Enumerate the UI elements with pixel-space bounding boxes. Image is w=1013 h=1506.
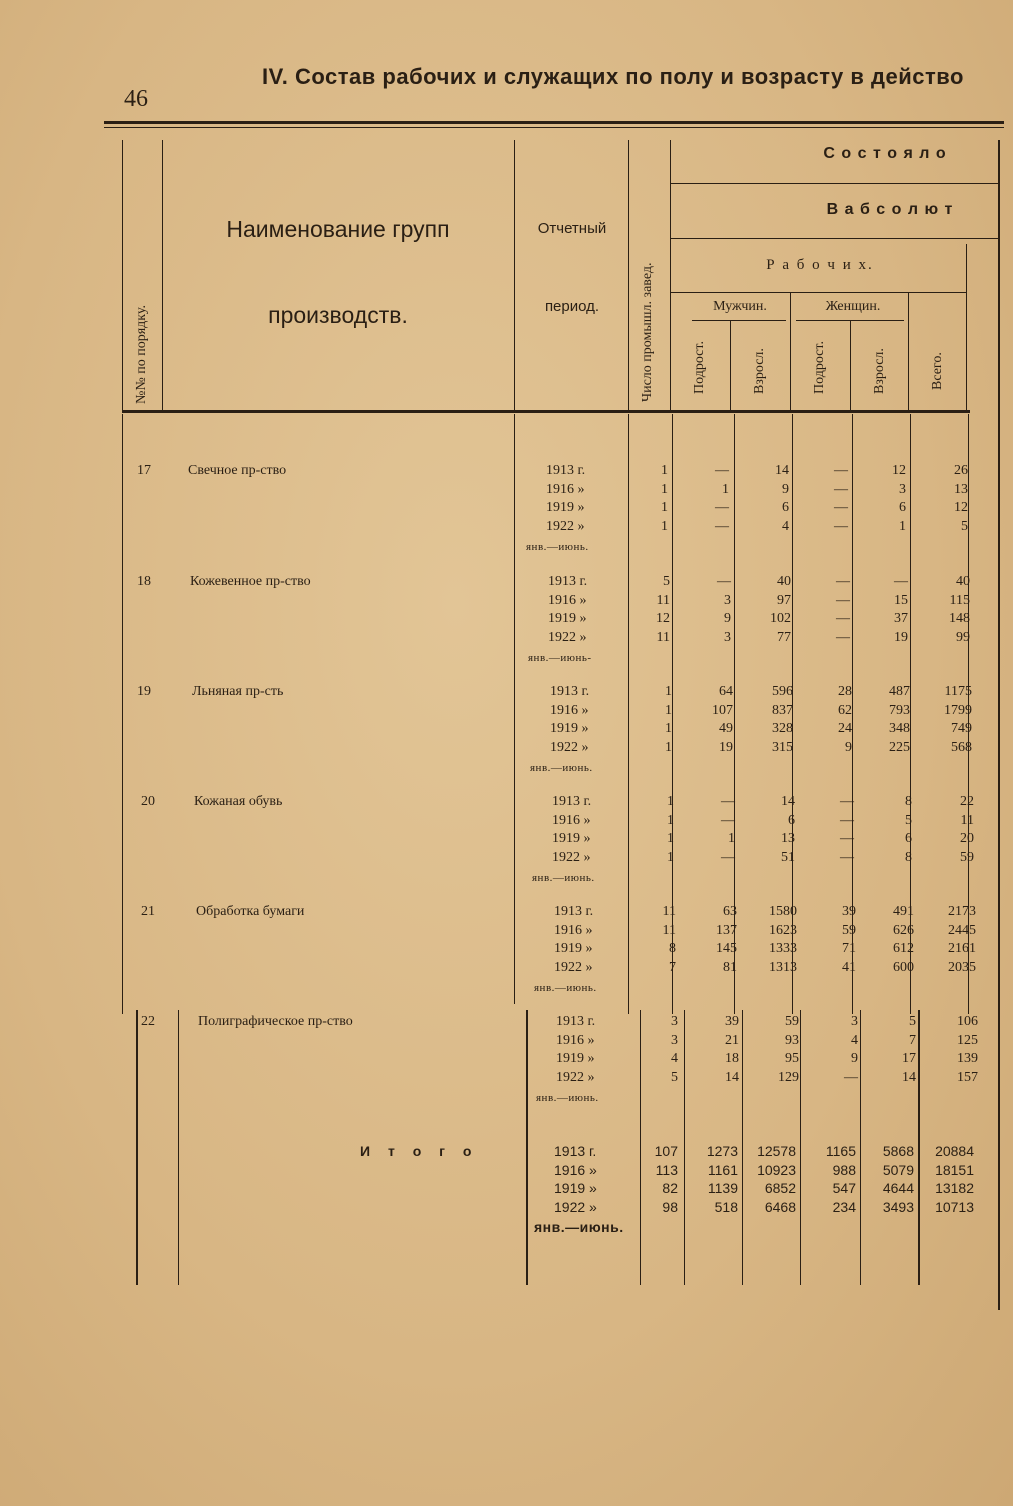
cell-total: 20884 xyxy=(935,1143,974,1159)
cell-m-teen: 14 xyxy=(725,1069,739,1085)
cell-m-adult: 4 xyxy=(782,518,789,534)
cell-m-adult: 97 xyxy=(777,592,791,608)
right-border xyxy=(998,140,1000,1310)
cell-w-adult: 5868 xyxy=(882,1143,914,1159)
cell-m-teen: 9 xyxy=(724,611,731,626)
cell-total: 157 xyxy=(957,1069,978,1085)
group-name: Льняная пр-сть xyxy=(192,684,284,699)
header-men-adult: Взросл. xyxy=(752,348,767,394)
cell-w-adult: 1 xyxy=(899,518,906,534)
header-count: Число промышл. завед. xyxy=(640,262,655,402)
cell-w-teen: 9 xyxy=(845,739,852,755)
cell-total: 40 xyxy=(956,574,970,589)
page-number: 46 xyxy=(124,86,148,112)
cell-m-teen: 107 xyxy=(712,702,733,718)
group-name: Обработка бумаги xyxy=(196,904,305,919)
cell-count: 1 xyxy=(665,702,672,718)
group-name: Кожевенное пр-ство xyxy=(190,574,311,589)
period: 1916 » xyxy=(546,481,585,497)
period-note: янв.—июнь- xyxy=(528,652,592,664)
header-workers: Р а б о ч и х. xyxy=(766,257,874,273)
cell-m-adult: 14 xyxy=(781,794,795,809)
cell-m-adult: 328 xyxy=(772,721,793,736)
cell-w-adult: 7 xyxy=(909,1032,916,1048)
cell-w-adult: 3 xyxy=(899,481,906,497)
group-name: Полиграфическое пр-ство xyxy=(198,1014,353,1029)
period: 1919 » xyxy=(550,721,589,736)
cell-m-teen: — xyxy=(715,463,729,478)
cell-w-teen: — xyxy=(840,849,854,865)
cell-total: 139 xyxy=(957,1051,978,1066)
cell-w-adult: 793 xyxy=(889,702,910,718)
period-note: янв.—июнь. xyxy=(536,1092,599,1104)
cell-count: 11 xyxy=(656,592,670,608)
cell-m-adult: 102 xyxy=(770,611,791,626)
cell-w-teen: 39 xyxy=(842,904,856,919)
cell-m-adult: 837 xyxy=(772,702,793,718)
cell-w-teen: — xyxy=(834,463,848,478)
cell-total: 115 xyxy=(949,592,970,608)
cell-total: 2445 xyxy=(948,922,976,938)
cell-w-teen: 24 xyxy=(838,721,852,736)
header-men: Мужчин. xyxy=(713,299,767,314)
cell-w-adult: 6 xyxy=(905,831,912,846)
col-divider xyxy=(730,320,731,410)
cell-count: 1 xyxy=(667,812,674,828)
cell-m-adult: 95 xyxy=(785,1051,799,1066)
col-divider xyxy=(628,140,629,410)
cell-total: 1175 xyxy=(944,684,972,699)
cell-m-teen: — xyxy=(717,574,731,589)
cell-m-teen: 3 xyxy=(724,629,731,645)
period: 1913 г. xyxy=(554,1143,597,1159)
cell-w-adult: 612 xyxy=(893,941,914,956)
cell-count: 1 xyxy=(665,721,672,736)
cell-count: 1 xyxy=(661,500,668,515)
header-rule xyxy=(122,410,970,413)
col-divider xyxy=(526,1010,528,1285)
cell-w-adult: 12 xyxy=(892,463,906,478)
group-number: 20 xyxy=(141,794,155,809)
header-period-line2: период. xyxy=(544,298,600,315)
cell-count: 1 xyxy=(665,684,672,699)
cell-m-teen: 1 xyxy=(722,481,729,497)
cell-m-teen: 39 xyxy=(725,1014,739,1029)
cell-w-teen: 234 xyxy=(832,1198,856,1215)
cell-m-adult: 1580 xyxy=(769,904,797,919)
period: 1922 » xyxy=(554,1198,597,1215)
cell-total: 2035 xyxy=(948,959,976,975)
header-divider xyxy=(670,183,1000,184)
header-name-line2: производств. xyxy=(268,302,408,328)
cell-w-adult: 15 xyxy=(894,592,908,608)
cell-w-adult: 3493 xyxy=(882,1198,914,1215)
cell-m-adult: 315 xyxy=(772,739,793,755)
cell-count: 7 xyxy=(669,959,676,975)
header-no: №№ по порядку. xyxy=(134,305,149,404)
cell-w-adult: 348 xyxy=(889,721,910,736)
cell-m-adult: 596 xyxy=(772,684,793,699)
cell-w-adult: 225 xyxy=(889,739,910,755)
cell-count: 1 xyxy=(661,463,668,478)
cell-total: 59 xyxy=(960,849,974,865)
header-divider xyxy=(692,320,786,321)
header-state: С о с т о я л о xyxy=(823,145,947,162)
period: 1913 г. xyxy=(556,1014,596,1029)
col-divider xyxy=(136,1010,138,1285)
top-rule xyxy=(104,121,1004,124)
period: 1916 » xyxy=(550,702,589,718)
cell-m-adult: 93 xyxy=(785,1032,799,1048)
cell-total: 13182 xyxy=(935,1180,974,1196)
col-divider xyxy=(162,140,163,410)
cell-w-adult: 8 xyxy=(905,794,912,809)
cell-w-teen: 41 xyxy=(842,959,856,975)
cell-m-adult: 14 xyxy=(775,463,789,478)
cell-m-teen: 21 xyxy=(725,1032,739,1048)
cell-count: 98 xyxy=(662,1198,678,1215)
col-divider xyxy=(628,414,629,1014)
cell-w-teen: — xyxy=(836,574,850,589)
period: 1922 » xyxy=(546,518,585,534)
cell-m-teen: 518 xyxy=(714,1198,738,1215)
period: 1922 » xyxy=(552,849,591,865)
cell-m-teen: 1139 xyxy=(707,1180,738,1196)
period: 1919 » xyxy=(548,611,587,626)
cell-count: 1 xyxy=(667,831,674,846)
cell-w-teen: 28 xyxy=(838,684,852,699)
cell-count: 11 xyxy=(662,904,676,919)
cell-count: 1 xyxy=(661,481,668,497)
cell-w-teen: 9 xyxy=(851,1051,858,1066)
cell-w-teen: — xyxy=(836,629,850,645)
cell-w-adult: 600 xyxy=(893,959,914,975)
period: 1919 » xyxy=(546,500,585,515)
cell-total: 11 xyxy=(960,812,974,828)
cell-count: 1 xyxy=(661,518,668,534)
header-absolute: В а б с о л ю т xyxy=(826,201,954,218)
cell-m-adult: 1623 xyxy=(769,922,797,938)
cell-m-teen: 137 xyxy=(716,922,737,938)
col-divider xyxy=(790,292,791,410)
cell-total: 22 xyxy=(960,794,974,809)
cell-count: 11 xyxy=(656,629,670,645)
cell-w-adult: 5079 xyxy=(882,1161,914,1178)
period: 1922 » xyxy=(554,959,593,975)
cell-m-adult: 59 xyxy=(785,1014,799,1029)
header-name-line1: Наименование групп xyxy=(226,216,450,242)
cell-w-teen: — xyxy=(834,518,848,534)
period: 1916 » xyxy=(548,592,587,608)
header-total: Всего. xyxy=(930,352,945,390)
cell-total: 99 xyxy=(956,629,970,645)
cell-m-adult: 77 xyxy=(777,629,791,645)
cell-w-adult: — xyxy=(894,574,908,589)
col-divider xyxy=(850,320,851,410)
cell-total: 26 xyxy=(954,463,968,478)
cell-m-teen: — xyxy=(715,518,729,534)
cell-total: 13 xyxy=(954,481,968,497)
cell-m-teen: — xyxy=(715,500,729,515)
cell-w-adult: 5 xyxy=(909,1014,916,1029)
cell-count: 3 xyxy=(671,1032,678,1048)
cell-total: 148 xyxy=(949,611,970,626)
period: 1922 » xyxy=(550,739,589,755)
period-note: янв.—июнь. xyxy=(530,762,593,774)
col-divider xyxy=(908,292,909,410)
cell-count: 82 xyxy=(662,1180,678,1196)
cell-total: 106 xyxy=(957,1014,978,1029)
period-note: янв.—июнь. xyxy=(526,541,589,553)
cell-w-teen: 1165 xyxy=(825,1143,856,1159)
header-divider xyxy=(796,320,904,321)
header-women: Женщин. xyxy=(825,299,881,314)
cell-count: 12 xyxy=(656,611,670,626)
cell-w-teen: — xyxy=(834,481,848,497)
cell-m-teen: 19 xyxy=(719,739,733,755)
cell-m-teen: 1273 xyxy=(706,1143,738,1159)
cell-w-teen: 4 xyxy=(851,1032,858,1048)
cell-m-adult: 51 xyxy=(781,849,795,865)
col-divider xyxy=(122,414,123,1014)
cell-m-adult: 1313 xyxy=(769,959,797,975)
cell-count: 3 xyxy=(671,1014,678,1029)
cell-total: 18151 xyxy=(935,1161,974,1178)
cell-w-adult: 626 xyxy=(893,922,914,938)
cell-w-teen: — xyxy=(836,592,850,608)
header-men-teen: Подрост. xyxy=(692,341,707,394)
cell-m-adult: 12578 xyxy=(757,1143,796,1159)
cell-w-teen: — xyxy=(834,500,848,515)
header-divider xyxy=(670,238,1000,239)
col-divider xyxy=(122,140,123,410)
cell-w-adult: 17 xyxy=(902,1051,916,1066)
cell-w-teen: — xyxy=(844,1069,858,1085)
group-number: 18 xyxy=(137,574,151,589)
col-divider xyxy=(800,1010,801,1285)
period: 1916 » xyxy=(552,812,591,828)
cell-total: 749 xyxy=(951,721,972,736)
cell-total: 2173 xyxy=(948,904,976,919)
cell-m-teen: — xyxy=(721,849,735,865)
group-name: Свечное пр-ство xyxy=(188,463,287,478)
col-divider xyxy=(514,140,515,410)
cell-total: 1799 xyxy=(944,702,972,718)
cell-m-teen: 145 xyxy=(716,941,737,956)
cell-m-teen: 3 xyxy=(724,592,731,608)
cell-m-teen: 18 xyxy=(725,1051,739,1066)
period: 1919 » xyxy=(554,941,593,956)
group-number: 21 xyxy=(141,904,155,919)
period: 1919 » xyxy=(554,1180,597,1196)
group-number: 22 xyxy=(141,1014,155,1029)
group-number: 19 xyxy=(137,684,151,699)
cell-m-adult: 9 xyxy=(782,481,789,497)
cell-total: 568 xyxy=(951,739,972,755)
cell-w-adult: 6 xyxy=(899,500,906,515)
period: 1922 » xyxy=(556,1069,595,1085)
header-period-line1: Отчетный xyxy=(537,220,607,237)
cell-w-adult: 491 xyxy=(893,904,914,919)
cell-w-teen: 62 xyxy=(838,702,852,718)
cell-m-teen: 64 xyxy=(719,684,733,699)
cell-count: 5 xyxy=(663,574,670,589)
page-title: IV. Состав рабочих и служащих по полу и возрасту в действо xyxy=(262,64,964,89)
cell-w-adult: 14 xyxy=(902,1069,916,1085)
cell-w-teen: — xyxy=(840,812,854,828)
cell-w-teen: — xyxy=(840,794,854,809)
cell-w-teen: 547 xyxy=(832,1180,856,1196)
period: 1913 г. xyxy=(546,463,586,478)
period: 1913 г. xyxy=(550,684,590,699)
cell-w-teen: — xyxy=(836,611,850,626)
period: 1913 г. xyxy=(552,794,592,809)
col-divider xyxy=(966,244,967,410)
period: 1919 » xyxy=(552,831,591,846)
cell-m-teen: 1161 xyxy=(707,1161,738,1178)
cell-w-teen: 59 xyxy=(842,922,856,938)
cell-w-teen: 71 xyxy=(842,941,856,956)
period: 1916 » xyxy=(554,922,593,938)
group-name: Кожаная обувь xyxy=(194,794,283,809)
cell-total: 10713 xyxy=(935,1198,974,1215)
cell-count: 8 xyxy=(669,941,676,956)
period-note: янв.—июнь. xyxy=(534,1219,624,1235)
cell-count: 4 xyxy=(671,1051,678,1066)
col-divider xyxy=(514,414,515,1004)
col-divider xyxy=(670,140,671,410)
cell-w-adult: 4644 xyxy=(882,1180,914,1196)
totals-label: И т о г о xyxy=(360,1143,479,1159)
cell-count: 113 xyxy=(655,1161,678,1178)
cell-w-teen: — xyxy=(840,831,854,846)
cell-w-adult: 8 xyxy=(905,849,912,865)
cell-total: 12 xyxy=(954,500,968,515)
cell-count: 107 xyxy=(654,1143,678,1159)
header-divider xyxy=(670,292,966,293)
cell-m-adult: 6 xyxy=(788,812,795,828)
cell-m-adult: 13 xyxy=(781,831,795,846)
group-number: 17 xyxy=(137,463,151,478)
cell-m-adult: 1333 xyxy=(769,941,797,956)
period: 1916 » xyxy=(556,1032,595,1048)
cell-m-adult: 129 xyxy=(778,1069,799,1085)
cell-m-teen: 1 xyxy=(728,831,735,846)
cell-total: 125 xyxy=(957,1032,978,1048)
period: 1922 » xyxy=(548,629,587,645)
period-note: янв.—июнь. xyxy=(532,872,595,884)
col-divider xyxy=(178,1010,179,1285)
cell-w-teen: 988 xyxy=(832,1161,856,1178)
period: 1919 » xyxy=(556,1051,595,1066)
cell-m-teen: 81 xyxy=(723,959,737,975)
period: 1916 » xyxy=(554,1161,597,1178)
cell-w-adult: 37 xyxy=(894,611,908,626)
cell-count: 1 xyxy=(667,849,674,865)
cell-w-adult: 19 xyxy=(894,629,908,645)
cell-m-teen: — xyxy=(721,794,735,809)
cell-m-teen: — xyxy=(721,812,735,828)
header-women-teen: Подрост. xyxy=(812,341,827,394)
period: 1913 г. xyxy=(548,574,588,589)
cell-total: 5 xyxy=(961,518,968,534)
cell-m-teen: 49 xyxy=(719,721,733,736)
header-women-adult: Взросл. xyxy=(872,348,887,394)
cell-m-adult: 10923 xyxy=(757,1161,796,1178)
cell-count: 11 xyxy=(662,922,676,938)
cell-m-adult: 40 xyxy=(777,574,791,589)
cell-m-adult: 6468 xyxy=(764,1198,796,1215)
cell-count: 1 xyxy=(665,739,672,755)
period-note: янв.—июнь. xyxy=(534,982,597,994)
top-rule-thin xyxy=(104,127,1004,128)
cell-total: 20 xyxy=(960,831,974,846)
cell-count: 1 xyxy=(667,794,674,809)
cell-m-teen: 63 xyxy=(723,904,737,919)
cell-w-teen: 3 xyxy=(851,1014,858,1029)
cell-w-adult: 5 xyxy=(905,812,912,828)
cell-m-adult: 6 xyxy=(782,500,789,515)
period: 1913 г. xyxy=(554,904,594,919)
cell-total: 2161 xyxy=(948,941,976,956)
cell-m-adult: 6852 xyxy=(764,1180,796,1196)
cell-count: 5 xyxy=(671,1069,678,1085)
cell-w-adult: 487 xyxy=(889,684,910,699)
